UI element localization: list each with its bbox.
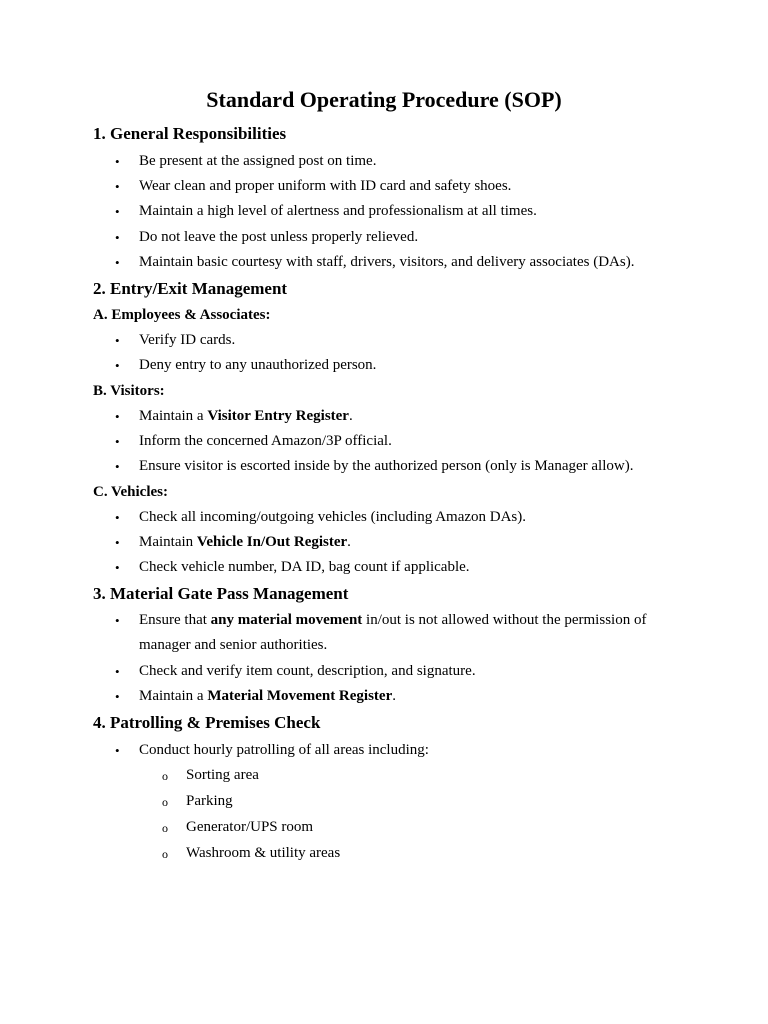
section-heading-general-responsibilities: 1. General Responsibilities [93,124,287,143]
section-heading-material-gate-pass: 3. Material Gate Pass Management [93,584,349,603]
list-item: Check vehicle number, DA ID, bag count if applicable. [139,559,470,575]
bullet-marker: • [115,434,120,449]
sub-list-item: Washroom & utility areas [186,845,341,861]
bullet-marker: • [115,333,120,348]
sub-bullet-marker: o [162,847,168,861]
sub-list-item: Sorting area [186,767,259,783]
bullet-marker: • [115,230,120,245]
list-item [139,532,351,552]
sub-bullet-marker: o [162,821,168,835]
list-item-text: in/out is not allowed without the permission of manager and senior authorities. [139,612,647,653]
list-item: Ensure visitor is escorted inside by the authorized person (only is Manager allow). [139,458,634,474]
list-item-text: . [347,534,351,550]
bullet-marker: • [115,535,120,550]
bullet-marker: • [115,154,120,169]
list-item-text: Maintain a [139,688,208,704]
list-item-text: . [348,408,353,424]
list-item: Verify ID cards. [139,332,236,348]
list-item [139,608,674,658]
emphasis-any-material-movement: any material movement [210,612,363,628]
list-item [139,686,396,706]
list-item [139,406,353,426]
sub-bullet-marker: o [162,769,168,783]
list-item-text: Maintain a [139,408,208,424]
list-item: Conduct hourly patrolling of all areas including: [139,742,429,758]
section-heading-entry-exit-management: 2. Entry/Exit Management [93,279,288,298]
bullet-marker: • [115,689,120,704]
section-heading-patrolling-premises-check: 4. Patrolling & Premises Check [93,713,321,732]
sub-list-item: Generator/UPS room [186,819,314,835]
subsection-heading-employees-associates: A. Employees & Associates: [93,307,271,323]
emphasis-material-movement-register: Material Movement Register [207,688,393,704]
bullet-marker: • [115,179,120,194]
list-item-text: . [392,688,396,704]
emphasis-vehicle-in-out-register: Vehicle In/Out Register [196,534,348,550]
list-item: Deny entry to any unauthorized person. [139,357,377,373]
list-item: Maintain a high level of alertness and professionalism at all times. [139,203,537,219]
list-item: Do not leave the post unless properly relieved. [139,229,419,245]
page-title: Standard Operating Procedure (SOP) [206,87,562,112]
list-item: Inform the concerned Amazon/3P official. [139,433,392,449]
bullet-marker: • [115,459,120,474]
subsection-heading-vehicles: C. Vehicles: [93,484,168,500]
sub-list-item: Parking [186,793,233,809]
sub-bullet-marker: o [162,795,168,809]
list-item: Wear clean and proper uniform with ID card and safety shoes. [139,178,512,194]
bullet-marker: • [115,560,120,575]
list-item: Check and verify item count, description, and signature. [139,663,476,679]
bullet-marker: • [115,510,120,525]
bullet-marker: • [115,743,120,758]
emphasis-visitor-entry-register: Visitor Entry Register [207,408,349,424]
list-item: Maintain basic courtesy with staff, drivers, visitors, and delivery associates (DAs). [139,254,635,270]
bullet-marker: • [115,613,120,628]
bullet-marker: • [115,204,120,219]
bullet-marker: • [115,409,120,424]
list-item-text: Ensure that [139,612,211,628]
list-item: Be present at the assigned post on time. [139,153,377,169]
subsection-heading-visitors: B. Visitors: [93,383,165,399]
list-item-text: Maintain [139,534,197,550]
bullet-marker: • [115,255,120,270]
list-item: Check all incoming/outgoing vehicles (including Amazon DAs). [139,509,527,525]
bullet-marker: • [115,664,120,679]
bullet-marker: • [115,358,120,373]
